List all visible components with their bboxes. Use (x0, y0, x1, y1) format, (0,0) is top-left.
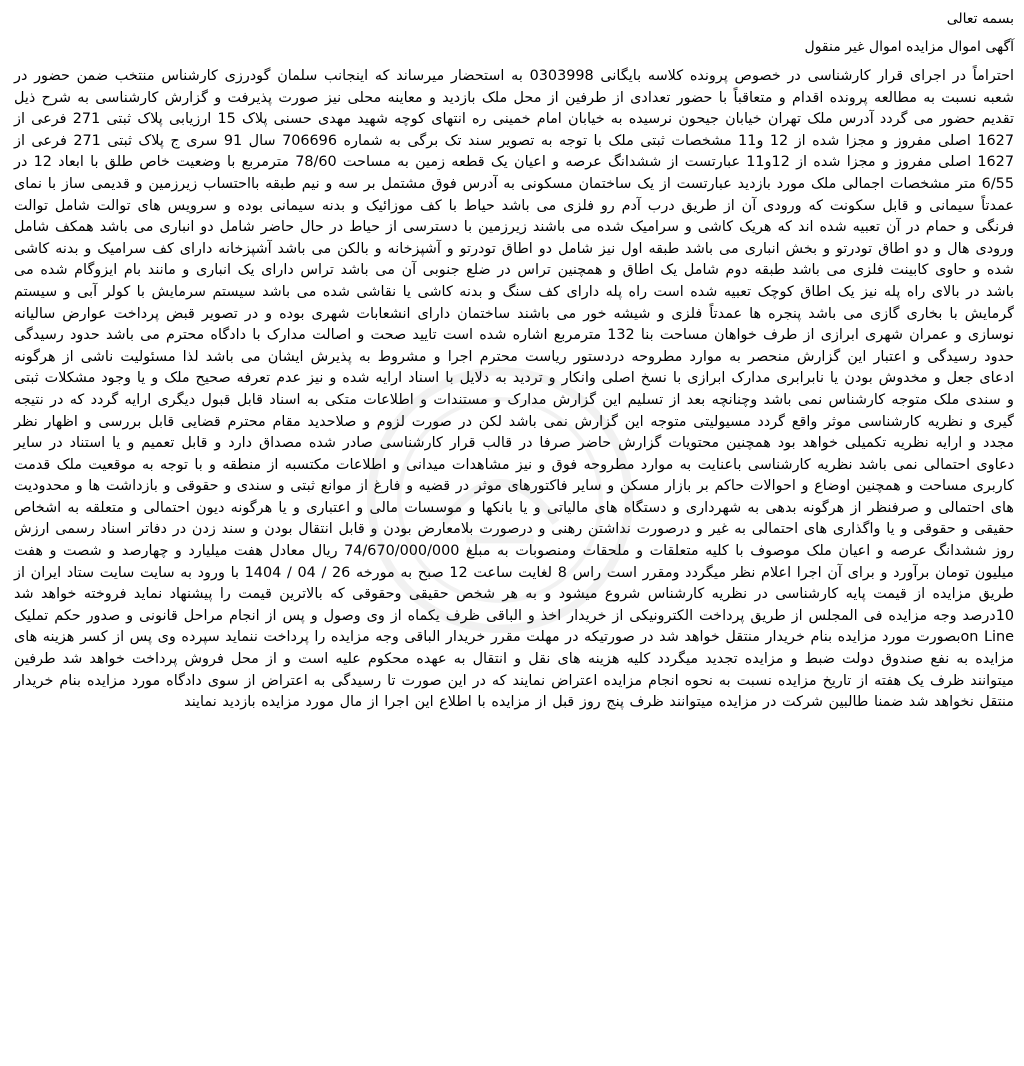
invocation-heading: بسمه تعالی (946, 11, 1014, 27)
notice-body: احتراماً در اجرای قرار کارشناسی در خصوص پرونده کلاسه بایگانی 0303998 به استحضار میرساند که اینجانب سلمان گودرزی کارشناس منتخب ضمن حضور در شعبه نسبت به مطالعه پرونده اقدام و متعاقباً با حضور تعدادی از طرفین از محل ملک بازدید و معاینه محلی نیز صورت پذیرفت و گزارش کارشناسی به شرح ذیل تقدیم حضور می گردد آدرس ملک تهران خیابان جیحون نرسیده به خیابان امام خمینی ره انتهای کوچه شهید مهدی حسنی پلاک 15 ارزیابی پلاک ثبتی 271 فرعی از 1627 اصلی مفروز و مجزا شده از 12 و11 مشخصات ثبتی ملک با توجه به تصویر سند تک برگی به شماره 706696 سال 91 سری ج پلاک ثبتی 271 فرعی از 1627 اصلی مفروز و مجزا شده از 12و11 عبارتست از ششدانگ عرصه و اعیان یک قطعه زمین به مساحت 78/60 مترمربع با وضعیت خاص طلق با ابعاد 12 در 6/55 متر مشخصات اجمالی ملک مورد بازدید عبارتست از یک ساختمان مسکونی به آدرس فوق مشتمل بر سه و نیم طبقه بااحتساب زیرزمین و قدیمی ساز با نمای عمدتاً سیمانی و قابل سکونت که ورودی آن از طریق درب آدم رو فلزی می باشد حیاط با کف موزائیک و بدنه سیمانی بوده و سرویس های توالت شامل توالت فرنگی و حمام در آن تعبیه شده اند که هریک کاشی و سرامیک شده می باشند زیرزمین با دسترسی از حیاط در حال حاضر شامل دو انباری می باشد همکف شامل ورودی هال و دو اطاق تودرتو و بخش انباری می باشد طبقه اول نیز شامل دو اطاق تودرتو و آشپزخانه و بالکن می باشد آشپزخانه دارای کف سرامیک و بدنه کاشی شده و حاوی کابینت فلزی می باشد طبقه دوم شامل یک اطاق و همچنین تراس در ضلع جنوبی آن می باشد تراس دارای یک انباری و مانند بام ایزوگام شده می باشد در بالای راه پله نیز یک اطاق کوچک تعبیه شده است راه پله دارای کف سنگ و بدنه کاشی یا نقاشی شده می باشد سیستم سرمایش با کولر آبی و سیستم گرمایش با بخاری گازی می باشد پنجره ها عمدتاً فلزی و شیشه خور می باشند ساختمان دارای انشعابات شهری بوده و در تصویر قبض پرداخت عوارض سالیانه نوسازی و عمران شهری ابرازی از طرف خواهان مساحت بنا 132 مترمربع اشاره شده است تایید صحت و اصالت مدارک با دادگاه محترم می باشد حدود رسیدگی حدود رسیدگی و اعتبار این گزارش منحصر به موارد مطروحه دردستور ریاست محترم اجرا و مشروط به پذیرش ایشان می باشد لذا مسئولیت ناشی از هرگونه ادعای جعل و مخدوش بودن یا نابرابری مدارک ابرازی با نسخ اصلی وانکار و تردید به دلایل با اسناد ارایه شده و نیز عدم تعرفه صحیح ملک و یا وجود مشکلات ثبتی و سندی ملک متوجه کارشناس نمی باشد وچنانچه بعد از تسلیم این گزارش مدارک و مستندات و اطلاعات متکی به اسناد قابل قبول دیگری ارایه گردد که در نتیجه گیری و نظریه کارشناسی موثر واقع گردد مسیولیتی متوجه این گزارش نمی باشد لکن در صورت لزوم و صلاحدید مقام محترم قضایی قابل بررسی و اظهار نظر مجدد و ارایه نظریه تکمیلی خواهد بود همچنین محتویات گزارش حاضر صرفا در قالب قرار کارشناسی صادر شده مصداق دارد و قابل تعمیم و یا استناد در سایر دعاوی احتمالی نمی باشد نظریه کارشناسی باعنایت به موارد مطروحه فوق و نیز مشاهدات میدانی و اطلاعات مکتسبه از منطقه و با توجه به موقعیت ملک قدمت کاربری مساحت و همچنین اوضاع و احوالات حاکم بر بازار مسکن و سایر فاکتورهای موثر در قضیه و فارغ از موانع ثبتی و سندی و حقوقی و بازداشت ها و محدودیت های احتمالی و صرفنظر از هرگونه بدهی به شهرداری و دستگاه های مالیاتی و یا بانکها و موسسات مالی و اعتباری و یا هرگونه دیون احتمالی و متعلقه به اشخاص حقیقی و حقوقی و یا واگذاری های احتمالی به غیر و درصورت نداشتن رهنی و درصورت بلامعارض بودن و قابل انتقال بودن و سند زدن در دفاتر اسناد رسمی ارزش روز ششدانگ عرصه و اعیان ملک موصوف با کلیه متعلقات و ملحقات ومنصوبات به مبلغ 74/670/000/000 ریال معادل هفت میلیارد و چهارصد و شصت و هفت میلیون تومان برآورد و برای آن اجرا اعلام نظر میگردد ومقرر است راس 8 لغایت ساعت 12 صبح به مورخه 26 / 04 / 1404 با ورود به سایت سایت ستاد ایران از طریق مزایده از قیمت پایه کارشناسی در نظریه کارشناس شروع میشود و به هر شخص حقیقی وحقوقی که بالاترین قیمت را پیشنهاد نماید فروخته خواهد شد 10درصد وجه مزایده فی المجلس از طریق پرداخت الکترونیکی از خریدار اخذ و الباقی ظرف یکماه از وی وصول و پس از انجام مراحل قانونی و صدور حکم تملیک on Lineبصورت مورد مزایده بنام خریدار منتقل خواهد شد در صورتیکه در مهلت مقرر خریدار الباقی وجه مزایده را پرداخت ننماید سپرده وی پس از کسر هزینه های مزایده به نفع صندوق دولت ضبط و مزایده تجدید میگردد کلیه هزینه های نقل و انتقال به عهده محکوم علیه است و از محل فروش پرداخت خواهد شد طرفین میتوانند ظرف یک هفته از تاریخ مزایده نسبت به نحوه انجام مزایده اعتراض نمایند که در این صورت تا رسیدگی به اعتراض از سوی دادگاه مورد مزایده بنام خریدار منتقل نخواهد شد ضمنا طالبین شرکت در مزایده میتوانند ظرف پنج روز قبل از مزایده با اطلاع این اجرا از مال مورد مزایده بازدید نمایند (13, 68, 1015, 711)
notice-title: آگهی اموال مزایده اموال غیر منقول (804, 39, 1014, 55)
